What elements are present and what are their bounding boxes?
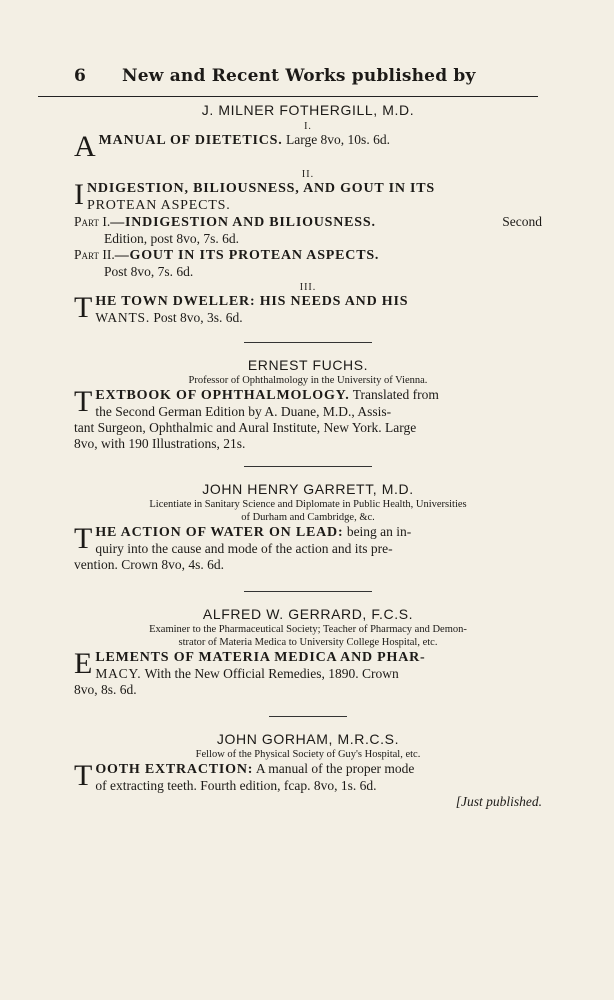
work-entry xyxy=(74,524,542,573)
work-title: OOTH EXTRACTION: xyxy=(95,762,254,777)
running-title: New and Recent Works published by xyxy=(122,66,476,86)
author-description: Professor of Ophthalmology in the University of Vienna. xyxy=(188,375,428,386)
work-title: HE TOWN DWELLER: HIS NEEDS AND HIS xyxy=(95,294,409,309)
work-title-line2: MACY. xyxy=(95,666,142,681)
work-details: being an in- xyxy=(346,524,412,539)
drop-cap: E xyxy=(74,647,93,680)
work-entry xyxy=(74,132,542,161)
page xyxy=(74,62,542,810)
work-numeral: I. xyxy=(304,121,312,132)
work-entry xyxy=(74,761,542,810)
work-title: MANUAL OF DIETETICS. xyxy=(98,133,283,148)
drop-cap: T xyxy=(74,759,93,792)
work-title: LEMENTS OF MATERIA MEDICA AND PHAR- xyxy=(95,650,426,665)
part-title: —GOUT IN ITS PROTEAN ASPECTS. xyxy=(114,248,380,263)
work-details: With the New Official Remedies, 1890. Crown xyxy=(144,666,399,681)
work-details-line2: the Second German Edition by A. Duane, M.D., Assis- xyxy=(95,404,392,419)
section-divider xyxy=(244,342,372,343)
section-divider xyxy=(269,716,347,717)
work-details: Translated from xyxy=(352,387,439,402)
drop-cap: T xyxy=(74,291,93,324)
author-name: ERNEST FUCHS. xyxy=(247,357,369,373)
author-name: ALFRED W. GERRARD, F.C.S. xyxy=(202,606,414,622)
author-name: JOHN GORHAM, M.R.C.S. xyxy=(216,731,400,747)
work-title-line2: WANTS. xyxy=(95,310,151,325)
work-details-line2: of extracting teeth. Fourth edition, fcap. 8vo, 1s. 6d. xyxy=(95,778,377,793)
section-divider xyxy=(244,591,372,592)
work-title-line2: PROTEAN ASPECTS. xyxy=(87,198,231,213)
work-details-line4: 8vo, with 190 Illustrations, 21s. xyxy=(74,436,246,451)
work-entry xyxy=(74,180,542,280)
running-header xyxy=(74,62,542,90)
author-description-line2: strator of Materia Medica to University College Hospital, etc. xyxy=(178,637,438,648)
work-details: Post 8vo, 3s. 6d. xyxy=(153,310,243,325)
section-garrett xyxy=(74,481,542,573)
section-gorham xyxy=(74,731,542,810)
work-numeral: II. xyxy=(301,169,315,180)
author-description: Licentiate in Sanitary Science and Diplomate in Public Health, Universities xyxy=(149,499,467,510)
author-name: J. MILNER FOTHERGILL, M.D. xyxy=(201,102,415,118)
part-details-line2: Post 8vo, 7s. 6d. xyxy=(104,264,194,279)
part-label: Part II. xyxy=(74,247,115,262)
work-title: EXTBOOK OF OPHTHALMOLOGY. xyxy=(95,388,350,403)
publication-note: [Just published. xyxy=(455,794,542,809)
work-title: HE ACTION OF WATER ON LEAD: xyxy=(95,525,344,540)
author-description: Examiner to the Pharmaceutical Society; Teacher of Pharmacy and Demon- xyxy=(149,624,467,635)
work-details-line2: quiry into the cause and mode of the action and its pre- xyxy=(95,541,393,556)
work-details: A manual of the proper mode xyxy=(255,761,415,776)
part-details: Second xyxy=(502,214,542,229)
work-details: Large 8vo, 10s. 6d. xyxy=(285,132,390,147)
drop-cap: A xyxy=(74,130,96,163)
part-label: Part I. xyxy=(74,214,111,229)
part-title: —INDIGESTION AND BILIOUSNESS. xyxy=(110,215,376,230)
section-fothergill xyxy=(74,102,542,326)
work-title: NDIGESTION, BILIOUSNESS, AND GOUT IN ITS xyxy=(87,181,436,196)
drop-cap: T xyxy=(74,522,93,555)
part-entry xyxy=(74,247,542,280)
work-details-line3: vention. Crown 8vo, 4s. 6d. xyxy=(74,557,224,572)
section-fuchs xyxy=(74,357,542,452)
work-entry xyxy=(74,293,542,326)
work-entry xyxy=(74,649,542,698)
drop-cap: T xyxy=(74,385,93,418)
work-details-line3: tant Surgeon, Ophthalmic and Aural Institute, New York. Large xyxy=(74,420,417,435)
part-entry xyxy=(74,214,542,247)
work-numeral: III. xyxy=(299,282,317,293)
part-details-line2: Edition, post 8vo, 7s. 6d. xyxy=(104,231,240,246)
author-description-line2: of Durham and Cambridge, &c. xyxy=(241,512,375,523)
drop-cap: I xyxy=(74,178,84,211)
section-gerrard xyxy=(74,606,542,698)
work-details-line3: 8vo, 8s. 6d. xyxy=(74,682,137,697)
page-number: 6 xyxy=(74,66,86,86)
author-description: Fellow of the Physical Society of Guy's Hospital, etc. xyxy=(195,749,421,760)
work-entry xyxy=(74,387,542,452)
section-divider xyxy=(244,466,372,467)
author-name: JOHN HENRY GARRETT, M.D. xyxy=(202,481,414,497)
